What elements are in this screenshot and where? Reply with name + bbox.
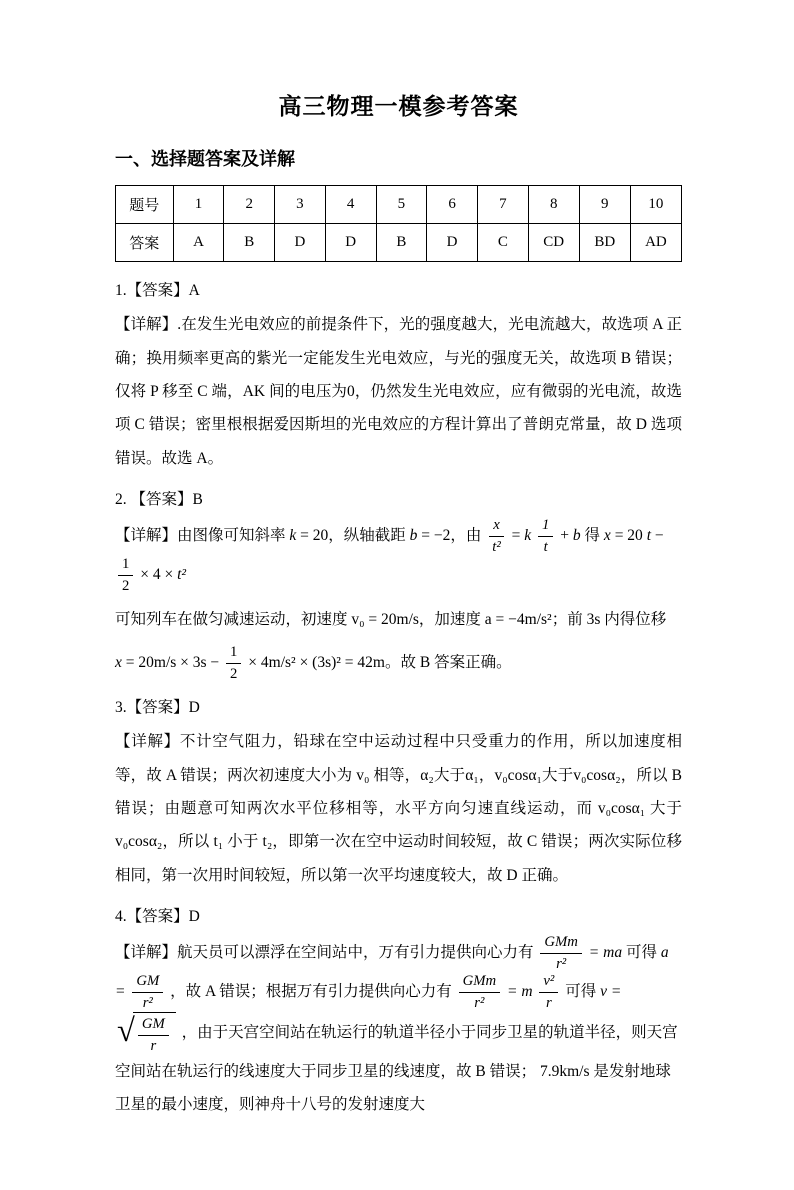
radicand — [133, 1012, 176, 1055]
fraction-denominator: t — [543, 539, 548, 556]
plus-sign: + — [560, 527, 570, 545]
answer-cell: AD — [630, 224, 681, 262]
fraction-v2-over-r — [539, 973, 558, 1012]
fraction-one-half — [118, 556, 133, 595]
fraction-denominator: r² — [142, 995, 153, 1012]
q4-text: ，由于天宫空间站在轨运行的轨道半径小于同步卫星的轨道半径，则天宫空间站在轨运行的线速度大于同步卫星的线速度，故 B 错误； — [115, 1024, 678, 1080]
qnum-cell: 4 — [325, 186, 376, 224]
q2-text: = 20，纵轴截距 — [300, 527, 406, 545]
answer-cell: A — [173, 224, 224, 262]
qnum-header-cell: 题号 — [116, 186, 174, 224]
answer-cell: C — [477, 224, 528, 262]
equals-m: = m — [506, 983, 533, 1001]
fraction-GM-over-r — [138, 1016, 169, 1055]
q4-answer-heading: 4.【答案】D — [115, 908, 200, 925]
fraction-denominator: r — [546, 995, 552, 1012]
q3-detail: 【详解】不计空气阻力，铅球在空中运动过程中只受重力的作用，所以加速度相等，故 A 错误；两次初速度大小为 v₀ 相等，α₂大于α₁，v₀cosα₁大于v₀cosα₂，所以 B 错误；由题意可知两次水平位移相等，水平方向匀速直线运动，而 v₀cosα₁ 大于 v₀cosα₂，所以 t₁ 小于 t₂，即第一次在空中运动时间较短，故 C 错误；两次实际位移相同，第一次用时间较短，所以第一次平均速度较大，故 D 正确。 — [115, 733, 682, 884]
fraction-denominator: t² — [492, 539, 501, 556]
fraction-denominator: r — [150, 1037, 157, 1054]
qnum-cell: 6 — [427, 186, 478, 224]
q4-text: 【详解】航天员可以漂浮在空间站中，万有引力提供向心力有 — [115, 944, 534, 962]
fraction-one-half — [226, 644, 241, 683]
fraction-x-over-t2 — [488, 517, 505, 556]
qnum-cell: 2 — [224, 186, 275, 224]
answer-cell: B — [376, 224, 427, 262]
page-title: 高三物理一模参考答案 — [278, 94, 519, 119]
section-heading: 一、选择题答案及详解 — [115, 149, 295, 169]
fraction-1-over-t — [538, 517, 553, 556]
answer-row — [116, 224, 682, 262]
answer-cell: D — [427, 224, 478, 262]
answer-cell: D — [325, 224, 376, 262]
fraction-numerator: GMm — [540, 934, 582, 954]
fraction-numerator: GM — [138, 1016, 169, 1036]
equals-ma: = ma — [588, 944, 623, 962]
q4-text: 可得 — [625, 944, 657, 962]
q4-text: 是发射地球卫星的最小速度，则神舟十八号的发射速度大 — [115, 1062, 671, 1114]
qnum-cell: 3 — [275, 186, 326, 224]
fraction-denominator: 2 — [230, 666, 238, 683]
q2-text: × 4m/s² × (3s)² = 42m。故 B 答案正确。 — [248, 654, 512, 672]
q2-answer-heading: 2. 【答案】B — [115, 490, 203, 508]
answer-table — [115, 185, 682, 262]
fraction-denominator: r² — [474, 995, 485, 1012]
fraction-GMm-over-r2 — [459, 973, 501, 1012]
q2-detail-line1 — [115, 517, 682, 595]
fraction-numerator: GMm — [459, 973, 501, 993]
minus-sign: − — [654, 527, 664, 545]
variable-b: b — [409, 527, 418, 545]
q4-speed-value: 7.9km/s — [539, 1062, 590, 1080]
equals-sign: = — [511, 527, 521, 545]
variable-b: b — [572, 527, 581, 545]
fraction-denominator: r² — [556, 956, 567, 973]
q2-text: = 20 — [614, 527, 643, 545]
fraction-numerator: 1 — [538, 517, 553, 537]
fraction-denominator: 2 — [122, 578, 130, 595]
variable-k: k — [524, 527, 532, 545]
qnum-cell: 7 — [477, 186, 528, 224]
q2-text: = 20m/s × 3s − — [125, 654, 220, 672]
variable-t: t — [646, 527, 651, 545]
q1-detail: 【详解】.在发生光电效应的前提条件下，光的强度越大，光电流越大，故选项 A 正确；换用频率更高的紫光一定能发生光电效应，与光的强度无关，故选项 B 错误；仅将 P 移至 C 端，AK 间的电压为0，仍然发生光电效应，应有微弱的光电流，故选项 C 错误；密里根根据爱因斯坦的光电效应的方程计算出了普朗克常量，故 D 选项错误。故选 A。 — [115, 316, 682, 467]
q3-answer-heading: 3.【答案】D — [115, 699, 200, 717]
q2-text: × 4 × — [140, 566, 174, 584]
answer-cell: CD — [528, 224, 579, 262]
q2-detail-line2: 可知列车在做匀减速运动，初速度 v₀ = 20m/s，加速度 a = −4m/s²；前 3s 内得位移 — [115, 610, 667, 628]
fraction-numerator: x — [489, 517, 504, 537]
q2-text: = −2，由 — [421, 527, 482, 545]
qnum-cell: 1 — [173, 186, 224, 224]
variable-x: x — [115, 654, 122, 672]
variable-v-equals: v = — [600, 983, 622, 1001]
question-number-row — [116, 186, 682, 224]
fraction-numerator: v² — [539, 973, 558, 993]
variable-k: k — [289, 527, 297, 545]
fraction-numerator: 1 — [226, 644, 241, 664]
q2-text: 【详解】由图像可知斜率 — [115, 527, 286, 545]
variable-a-equals: a = — [115, 944, 669, 1001]
fraction-GMm-over-r2 — [540, 934, 582, 973]
answer-cell: B — [224, 224, 275, 262]
q1-answer-heading: 1.【答案】A — [115, 282, 200, 299]
fraction-numerator: 1 — [118, 556, 133, 576]
qnum-cell: 8 — [528, 186, 579, 224]
radical-icon: √ — [117, 1013, 135, 1050]
qnum-cell: 10 — [630, 186, 681, 224]
fraction-GM-over-r2 — [132, 973, 163, 1012]
answer-cell: D — [275, 224, 326, 262]
variable-x: x — [603, 527, 611, 545]
qnum-cell: 9 — [579, 186, 630, 224]
q2-text: 得 — [584, 527, 601, 545]
q4-text: ，故 A 错误；根据万有引力提供向心力有 — [170, 983, 452, 1001]
answer-cell: BD — [579, 224, 630, 262]
square-root — [117, 1012, 176, 1055]
q2-detail-line3 — [115, 644, 682, 683]
fraction-numerator: GM — [132, 973, 163, 993]
answer-header-cell: 答案 — [116, 224, 174, 262]
q4-detail — [115, 934, 682, 1121]
variable-t-squared: t² — [177, 566, 187, 584]
q4-text: 可得 — [565, 983, 597, 1001]
qnum-cell: 5 — [376, 186, 427, 224]
